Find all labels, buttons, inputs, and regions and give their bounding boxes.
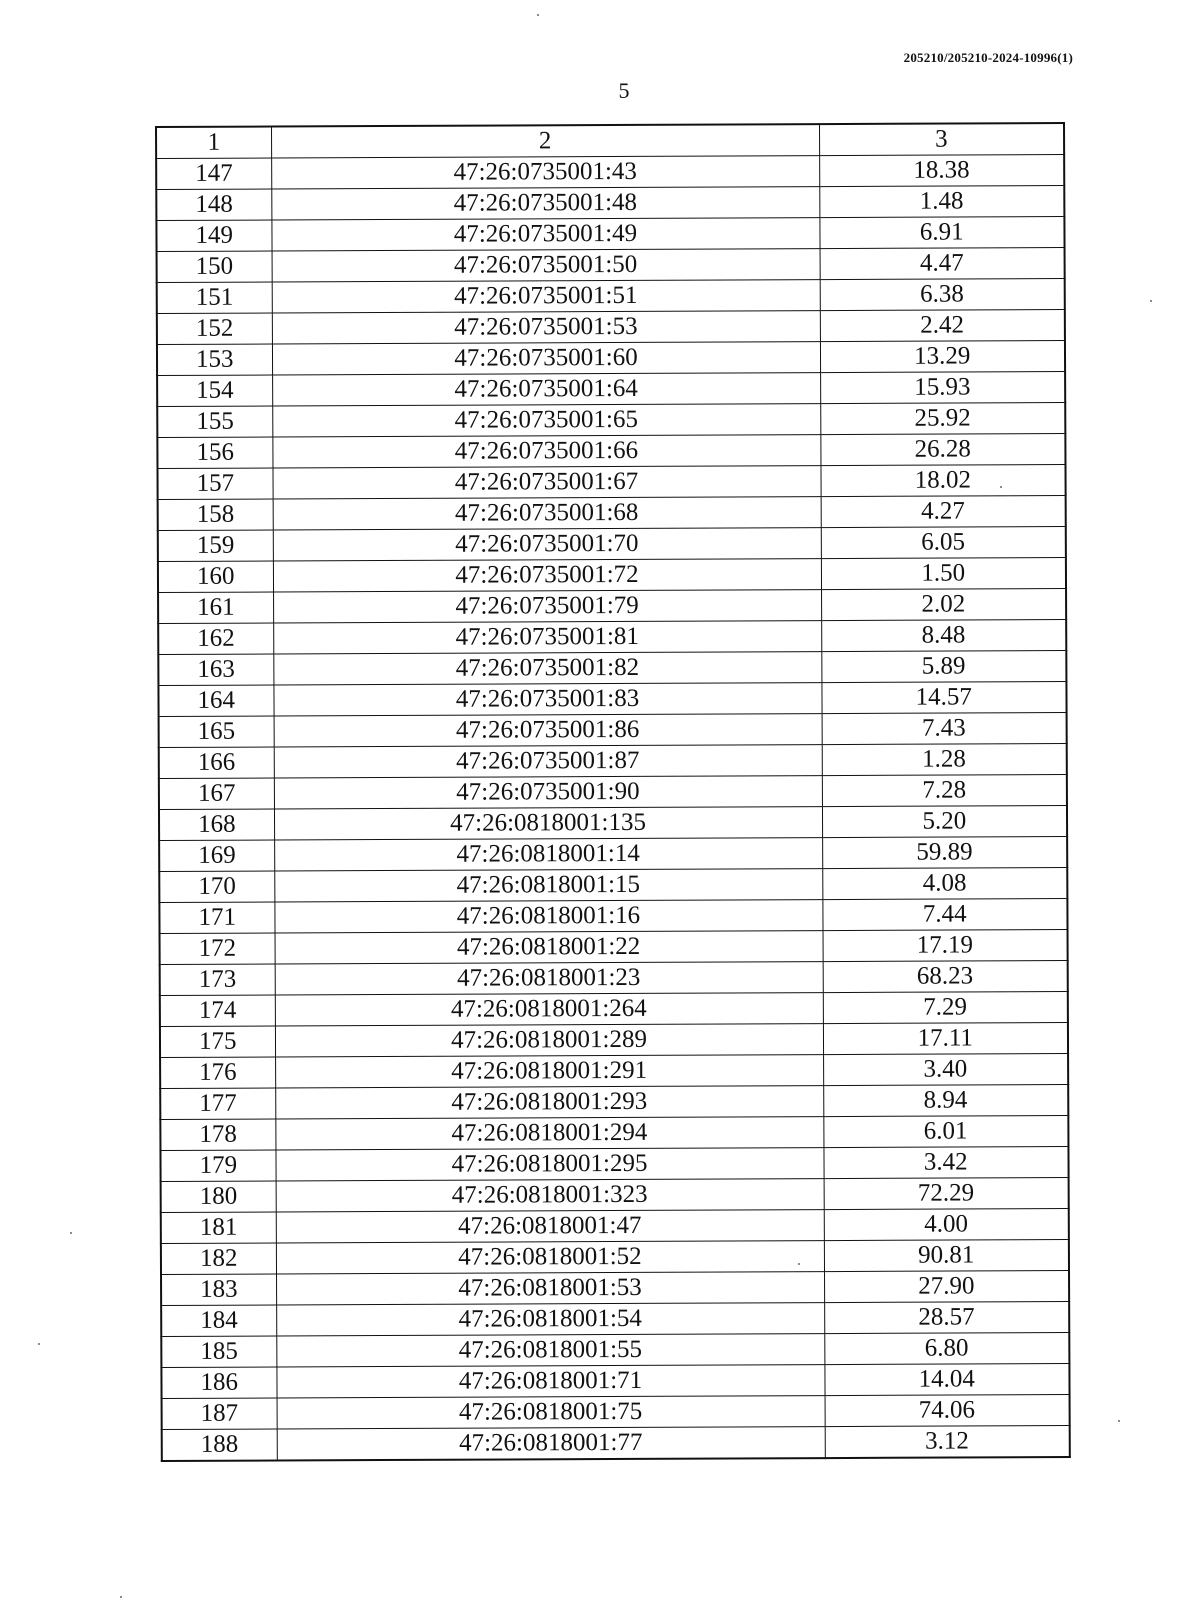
cadastral-number-cell: 47:26:0735001:81	[273, 621, 821, 654]
row-number-cell: 175	[160, 1026, 275, 1058]
value-cell: 27.90	[824, 1271, 1069, 1303]
table-row	[160, 930, 1068, 965]
value-cell: 1.50	[821, 558, 1066, 590]
table-row	[158, 620, 1066, 655]
cadastral-number-cell: 47:26:0818001:54	[276, 1303, 824, 1336]
value-cell: 7.43	[822, 713, 1067, 745]
cadastral-number-cell: 47:26:0818001:47	[276, 1210, 824, 1243]
row-number-cell: 157	[157, 468, 272, 500]
table-row	[160, 1147, 1068, 1182]
value-cell: 1.28	[822, 744, 1067, 776]
table-row	[161, 1178, 1069, 1213]
cadastral-number-cell: 47:26:0818001:294	[275, 1117, 823, 1150]
row-number-cell: 168	[159, 809, 274, 841]
row-number-cell: 187	[162, 1398, 277, 1430]
cadastral-number-cell: 47:26:0818001:295	[275, 1148, 823, 1181]
value-cell: 6.80	[824, 1333, 1069, 1365]
cadastral-number-cell: 47:26:0735001:87	[274, 745, 822, 778]
cadastral-number-cell: 47:26:0735001:70	[273, 528, 821, 561]
value-cell: 3.42	[823, 1147, 1068, 1179]
value-cell: 17.19	[823, 930, 1068, 962]
row-number-cell: 182	[161, 1243, 276, 1275]
table-row	[156, 217, 1064, 252]
cadastral-number-cell: 47:26:0818001:293	[275, 1086, 823, 1119]
value-cell: 28.57	[824, 1302, 1069, 1334]
value-cell: 6.38	[820, 279, 1065, 311]
scan-speck	[1150, 300, 1152, 302]
value-cell: 3.12	[825, 1426, 1070, 1459]
value-cell: 68.23	[823, 961, 1068, 993]
table-row	[161, 1333, 1069, 1368]
value-cell: 13.29	[820, 341, 1065, 373]
table-row	[160, 1023, 1068, 1058]
row-number-cell: 160	[158, 561, 273, 593]
row-number-cell: 177	[160, 1088, 275, 1120]
row-number-cell: 173	[160, 964, 275, 996]
row-number-cell: 149	[156, 220, 271, 252]
table-row	[157, 310, 1065, 345]
value-cell: 26.28	[820, 434, 1065, 466]
cadastral-number-cell: 47:26:0735001:51	[272, 280, 820, 313]
scan-speck	[120, 1596, 122, 1598]
table-row	[162, 1426, 1070, 1461]
table-row	[158, 682, 1066, 717]
table-row	[158, 558, 1066, 593]
header-cell-1: 1	[156, 126, 271, 158]
table-row	[162, 1395, 1070, 1430]
cadastral-number-cell: 47:26:0818001:291	[275, 1055, 823, 1088]
table-row	[159, 806, 1067, 841]
value-cell: 1.48	[819, 186, 1064, 218]
row-number-cell: 165	[159, 716, 274, 748]
value-cell: 3.40	[823, 1054, 1068, 1086]
row-number-cell: 147	[156, 158, 271, 190]
cadastral-number-cell: 47:26:0735001:83	[273, 683, 821, 716]
table-row	[161, 1240, 1069, 1275]
row-number-cell: 161	[158, 592, 273, 624]
cadastral-number-cell: 47:26:0735001:64	[272, 373, 820, 406]
row-number-cell: 167	[159, 778, 274, 810]
cadastral-number-cell: 47:26:0735001:72	[273, 559, 821, 592]
row-number-cell: 185	[161, 1336, 276, 1368]
cadastral-number-cell: 47:26:0735001:67	[272, 466, 820, 499]
scan-speck	[798, 1263, 800, 1265]
value-cell: 7.44	[822, 899, 1067, 931]
value-cell: 4.00	[824, 1209, 1069, 1241]
cadastral-number-cell: 47:26:0818001:55	[276, 1334, 824, 1367]
value-cell: 6.05	[821, 527, 1066, 559]
table-row	[157, 248, 1065, 283]
value-cell: 14.04	[824, 1364, 1069, 1396]
scan-speck	[38, 1343, 40, 1345]
row-number-cell: 152	[157, 313, 272, 345]
cadastral-number-cell: 47:26:0735001:48	[271, 187, 819, 220]
table-row	[158, 651, 1066, 686]
cadastral-table	[155, 122, 1071, 1462]
row-number-cell: 170	[159, 871, 274, 903]
table-row	[161, 1271, 1069, 1306]
value-cell: 7.28	[822, 775, 1067, 807]
table-row	[160, 992, 1068, 1027]
cadastral-number-cell: 47:26:0818001:264	[275, 993, 823, 1026]
cadastral-number-cell: 47:26:0818001:53	[276, 1272, 824, 1305]
table-body	[156, 155, 1070, 1461]
value-cell: 14.57	[821, 682, 1066, 714]
table-row	[157, 279, 1065, 314]
cadastral-number-cell: 47:26:0735001:65	[272, 404, 820, 437]
table-container	[155, 122, 1071, 1462]
row-number-cell: 162	[158, 623, 273, 655]
value-cell: 17.11	[823, 1023, 1068, 1055]
row-number-cell: 183	[161, 1274, 276, 1306]
table-row	[157, 372, 1065, 407]
table-row	[160, 1116, 1068, 1151]
table-row	[161, 1302, 1069, 1337]
cadastral-number-cell: 47:26:0818001:23	[275, 962, 823, 995]
value-cell: 4.27	[821, 496, 1066, 528]
row-number-cell: 188	[162, 1429, 277, 1461]
row-number-cell: 150	[157, 251, 272, 283]
cadastral-number-cell: 47:26:0735001:79	[273, 590, 821, 623]
row-number-cell: 180	[161, 1181, 276, 1213]
value-cell: 72.29	[824, 1178, 1069, 1210]
table-row	[160, 1054, 1068, 1089]
cadastral-number-cell: 47:26:0818001:16	[274, 900, 822, 933]
table-row	[160, 961, 1068, 996]
row-number-cell: 171	[159, 902, 274, 934]
row-number-cell: 176	[160, 1057, 275, 1089]
scan-speck	[1000, 486, 1002, 488]
table-row	[159, 775, 1067, 810]
row-number-cell: 164	[158, 685, 273, 717]
table-header	[156, 123, 1064, 158]
table-row	[156, 155, 1064, 190]
value-cell: 6.01	[823, 1116, 1068, 1148]
table-row	[157, 465, 1065, 500]
row-number-cell: 166	[159, 747, 274, 779]
value-cell: 2.42	[820, 310, 1065, 342]
value-cell: 8.94	[823, 1085, 1068, 1117]
table-row	[161, 1209, 1069, 1244]
table-row	[160, 1085, 1068, 1120]
table-row	[157, 341, 1065, 376]
table-row	[159, 837, 1067, 872]
cadastral-number-cell: 47:26:0735001:82	[273, 652, 821, 685]
row-number-cell: 172	[160, 933, 275, 965]
cadastral-number-cell: 47:26:0818001:22	[275, 931, 823, 964]
cadastral-number-cell: 47:26:0735001:90	[274, 776, 822, 809]
table-row	[157, 434, 1065, 469]
value-cell: 74.06	[825, 1395, 1070, 1427]
row-number-cell: 148	[156, 189, 271, 221]
table-row	[156, 186, 1064, 221]
row-number-cell: 169	[159, 840, 274, 872]
cadastral-number-cell: 47:26:0818001:323	[276, 1179, 824, 1212]
row-number-cell: 155	[157, 406, 272, 438]
row-number-cell: 154	[157, 375, 272, 407]
value-cell: 90.81	[824, 1240, 1069, 1272]
cadastral-number-cell: 47:26:0735001:53	[272, 311, 820, 344]
row-number-cell: 184	[161, 1305, 276, 1337]
header-cell-2: 2	[271, 124, 819, 158]
row-number-cell: 181	[161, 1212, 276, 1244]
value-cell: 6.91	[819, 217, 1064, 249]
value-cell: 4.47	[820, 248, 1065, 280]
row-number-cell: 179	[160, 1150, 275, 1182]
value-cell: 2.02	[821, 589, 1066, 621]
cadastral-number-cell: 47:26:0735001:68	[273, 497, 821, 530]
scan-speck	[1118, 1420, 1120, 1422]
cadastral-number-cell: 47:26:0735001:49	[271, 218, 819, 251]
row-number-cell: 159	[158, 530, 273, 562]
table-row	[159, 744, 1067, 779]
row-number-cell: 174	[160, 995, 275, 1027]
row-number-cell: 186	[161, 1367, 276, 1399]
value-cell: 8.48	[821, 620, 1066, 652]
row-number-cell: 158	[158, 499, 273, 531]
cadastral-number-cell: 47:26:0818001:77	[277, 1427, 825, 1461]
value-cell: 18.38	[819, 155, 1064, 187]
cadastral-number-cell: 47:26:0818001:14	[274, 838, 822, 871]
scan-speck	[70, 1232, 72, 1234]
table-row	[158, 496, 1066, 531]
header-cell-3: 3	[819, 123, 1064, 156]
cadastral-number-cell: 47:26:0818001:289	[275, 1024, 823, 1057]
table-row	[159, 868, 1067, 903]
value-cell: 7.29	[823, 992, 1068, 1024]
cadastral-number-cell: 47:26:0735001:60	[272, 342, 820, 375]
table-row	[161, 1364, 1069, 1399]
table-row	[158, 589, 1066, 624]
cadastral-number-cell: 47:26:0735001:66	[272, 435, 820, 468]
value-cell: 5.20	[822, 806, 1067, 838]
cadastral-number-cell: 47:26:0818001:15	[274, 869, 822, 902]
table-row	[159, 713, 1067, 748]
table-row	[159, 899, 1067, 934]
value-cell: 4.08	[822, 868, 1067, 900]
page-number: 5	[618, 78, 630, 103]
cadastral-number-cell: 47:26:0818001:75	[277, 1396, 825, 1429]
value-cell: 15.93	[820, 372, 1065, 404]
value-cell: 25.92	[820, 403, 1065, 435]
cadastral-number-cell: 47:26:0735001:50	[272, 249, 820, 282]
table-row	[157, 403, 1065, 438]
cadastral-number-cell: 47:26:0818001:52	[276, 1241, 824, 1274]
cadastral-number-cell: 47:26:0735001:43	[271, 156, 819, 189]
table-row	[158, 527, 1066, 562]
row-number-cell: 156	[157, 437, 272, 469]
document-id: 205210/205210-2024-10996(1)	[903, 50, 1073, 65]
value-cell: 18.02	[820, 465, 1065, 497]
value-cell: 59.89	[822, 837, 1067, 869]
row-number-cell: 163	[158, 654, 273, 686]
row-number-cell: 151	[157, 282, 272, 314]
cadastral-number-cell: 47:26:0818001:135	[274, 807, 822, 840]
row-number-cell: 178	[160, 1119, 275, 1151]
header-row	[156, 123, 1064, 158]
row-number-cell: 153	[157, 344, 272, 376]
scan-speck	[537, 14, 539, 16]
cadastral-number-cell: 47:26:0735001:86	[274, 714, 822, 747]
cadastral-number-cell: 47:26:0818001:71	[276, 1365, 824, 1398]
value-cell: 5.89	[821, 651, 1066, 683]
